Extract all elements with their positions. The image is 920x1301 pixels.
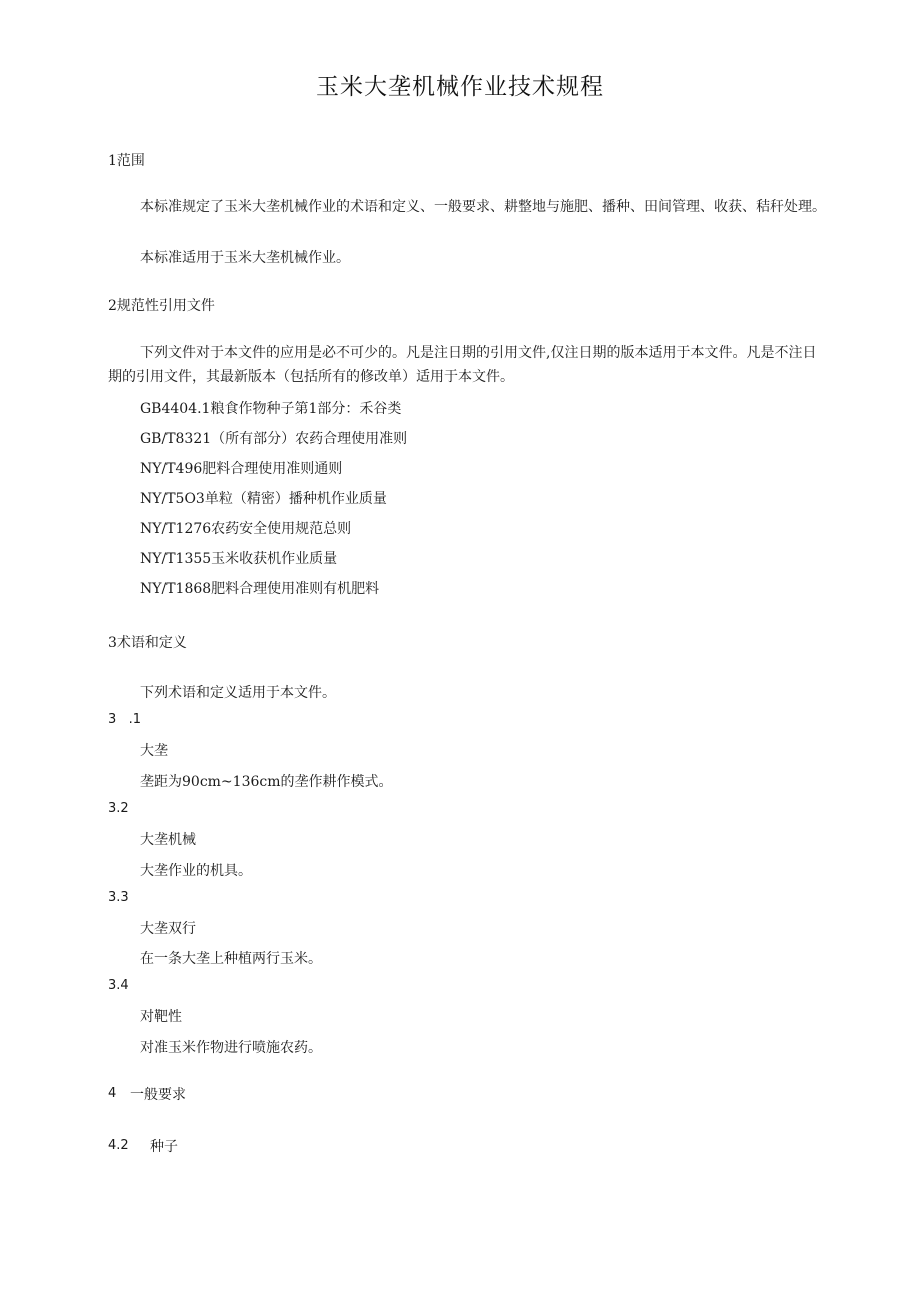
term-name: 大垄机械	[140, 832, 196, 848]
section-1-paragraph-1: 本标准规定了玉米大垄机械作业的术语和定义、一般要求、耕整地与施肥、播种、田间管理、收获、秸秆处理。	[140, 199, 826, 215]
subsection-4-2-number: 4.2	[108, 1138, 129, 1153]
section-3-intro: 下列术语和定义适用于本文件。	[140, 685, 336, 701]
term-name: 对靶性	[140, 1009, 182, 1025]
section-2-paragraph-1: 下列文件对于本文件的应用是必不可少的。凡是注日期的引用文件,仅注日期的版本适用于本文件。凡是不注日期的引用文件，其最新版本（包括所有的修改单）适用于本文件。	[108, 345, 817, 385]
section-4-heading: 一般要求	[130, 1087, 186, 1103]
reference-item: NY/T1276农药安全使用规范总则	[140, 521, 352, 537]
term-definition: 对准玉米作物进行喷施农药。	[140, 1040, 322, 1056]
section-1-heading: 1范围	[108, 153, 145, 169]
section-2-heading: 2规范性引用文件	[108, 298, 215, 314]
term-name: 大垄	[140, 743, 168, 759]
section-1-paragraph-2: 本标准适用于玉米大垄机械作业。	[140, 250, 350, 266]
reference-item: NY/T496肥料合理使用准则通则	[140, 461, 343, 477]
section-3-heading: 3术语和定义	[108, 635, 187, 651]
subsection-4-2-heading: 种子	[150, 1139, 178, 1155]
term-number: 3.4	[108, 978, 129, 993]
term-number: 3.3	[108, 890, 129, 905]
reference-item: NY/T5O3单粒（精密）播种机作业质量	[140, 491, 387, 507]
reference-item: NY/T1355玉米收获机作业质量	[140, 551, 338, 567]
reference-item: GB4404.1粮食作物种子第1部分：禾谷类	[140, 401, 402, 417]
term-number: 3.2	[108, 801, 129, 816]
reference-item: GB/T8321（所有部分）农药合理使用准则	[140, 431, 408, 447]
page-title: 玉米大垄机械作业技术规程	[316, 74, 604, 100]
term-definition: 大垄作业的机具。	[140, 863, 252, 879]
section-4-number: 4	[108, 1086, 117, 1101]
term-name: 大垄双行	[140, 921, 196, 937]
reference-item: NY/T1868肥料合理使用准则有机肥料	[140, 581, 380, 597]
term-definition: 在一条大垄上种植两行玉米。	[140, 951, 322, 967]
term-number: 3 .1	[108, 712, 142, 727]
term-definition: 垄距为90cm~136cm的垄作耕作模式。	[140, 774, 393, 790]
